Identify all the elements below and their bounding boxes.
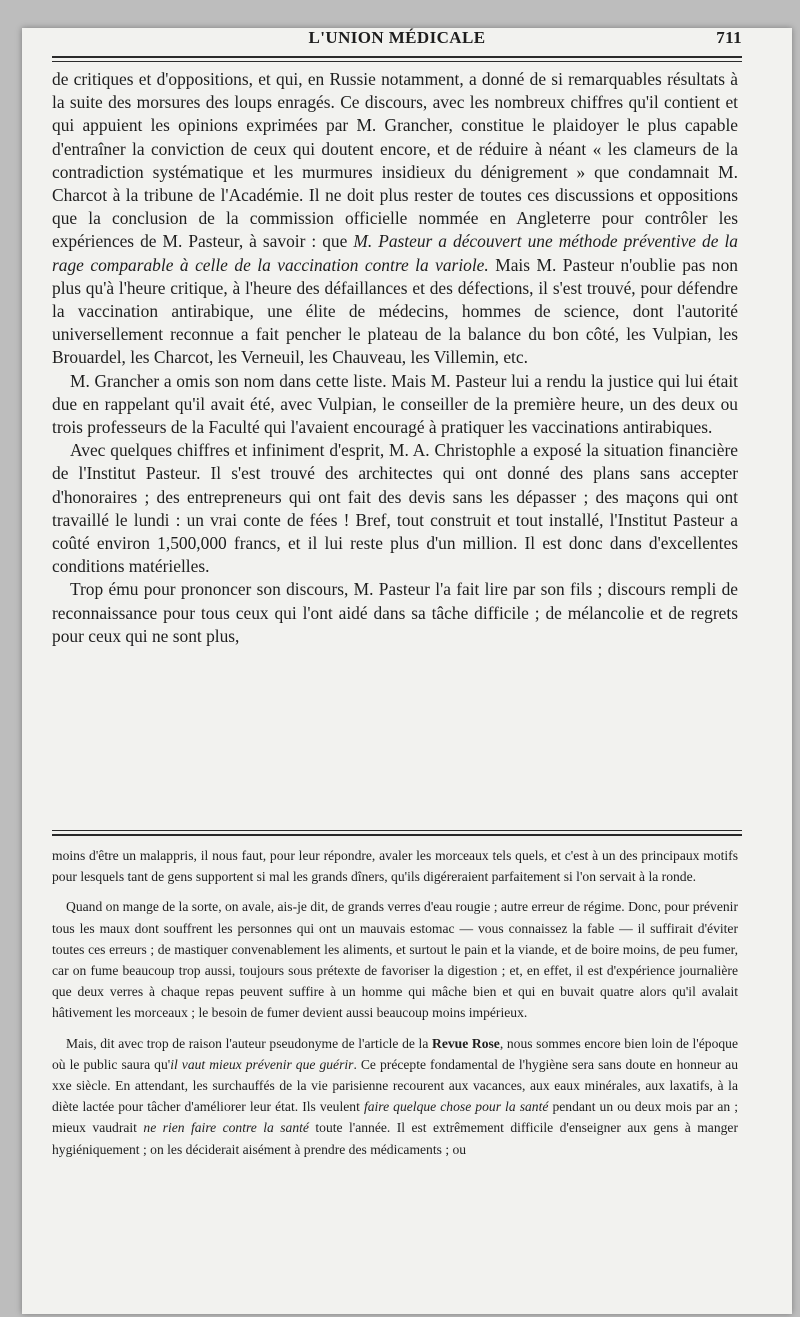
divider-line-thin — [52, 830, 742, 831]
maxim-italic: il vaut mieux prévenir que guérir — [170, 1056, 354, 1072]
feuilleton-text-e: toute l'année. Il est extrêmement difficile d'enseigner aux gens à manger hygiéniquement ; on les déciderait aisément à prendre des médicaments ; ou — [52, 1120, 738, 1157]
feuilleton-text — [52, 845, 738, 1160]
feuilleton-paragraph-3 — [52, 1033, 738, 1160]
footnote-divider — [52, 830, 742, 836]
running-header — [52, 28, 742, 68]
paragraph-1 — [52, 68, 738, 370]
paragraph-1-text-a: de critiques et d'oppositions, et qui, en Russie notamment, a donné de si remarquables résultats à la suite des morsures des loups enragés. Ce discours, avec les nombreux chiffres qu'il contient et qui appuient les opinions exprimées par M. Grancher, constitue le plaidoyer le plus capable d'entraîner la conviction de ceux qui doutent encore, et de réduire à néant « les clameurs de la contradiction systématique et les murmures insidieux du dénigrement » que condamnait M. Charcot à la tribune de l'Académie. Il ne doit plus rester de toutes ces discussions et oppositions que la conclusion de la commission officielle nommée en Angleterre pour contrôler les expériences de M. Pasteur, à savoir : que — [52, 69, 738, 252]
main-text — [52, 68, 738, 648]
paragraph-1-text-b: Mais M. Pasteur n'oublie pas non plus qu'à l'heure critique, à l'heure des défaillances et des défections, il s'est trouvé, pour défendre la vaccination antirabique, une élite de médecins, hommes de science, dont l'autorité universellement reconnue a fait pencher le plateau de la balance du bon côté, les Vulpian, les Brouardel, les Charcot, les Verneuil, les Chauveau, les Villemin, etc. — [52, 254, 738, 368]
journal-name: Revue Rose — [432, 1035, 500, 1051]
feuilleton-paragraph-2: Quand on mange de la sorte, on avale, ais-je dit, de grands verres d'eau rougie ; autre erreur de régime. Donc, pour prévenir tous les maux dont souffrent les personnes qui ont un mauvais estomac — vous connaissez la fable — il suffirait d'éviter toutes ces erreurs ; de mastiquer convenablement les aliments, et surtout le pain et la viande, et de boire moins, de peu fumer, car on fume beaucoup trop aussi, toujours sous prétexte de favoriser la digestion ; et, en effet, il est d'expérience journalière que deux verres à chaque repas peuvent suffire à un homme qui mâche bien et qui en buvait quatre alors qu'il avalait hâtivement les morceaux ; le besoin de fumer devient aussi beaucoup moins impérieux. — [52, 899, 738, 1021]
italic-phrase-2: ne rien faire contre la santé — [143, 1120, 309, 1136]
feuilleton-text-d: pendant un ou deux mois par an ; mieux vaudrait — [52, 1099, 738, 1136]
journal-title: L'UNION MÉDICALE — [308, 28, 486, 47]
paragraph-3: Avec quelques chiffres et infiniment d'esprit, M. A. Christophle a exposé la situation financière de l'Institut Pasteur. Il s'est trouvé des architectes qui ont donné des plans sans accepter d'honoraires ; des entrepreneurs qui ont fait des devis sans les dépasser ; des maçons qui ont travaillé le lundi : un vrai conte de fées ! Bref, tout construit et tout installé, l'Institut Pasteur a coûté environ 1,500,000 francs, et il lui reste plus d'un million. Il est donc dans d'excellentes conditions matérielles. — [52, 440, 738, 577]
header-rule — [52, 56, 742, 58]
feuilleton-text-a: Mais, dit avec trop de raison l'auteur pseudonyme de l'article de la — [66, 1035, 432, 1051]
page-number: 711 — [716, 28, 742, 47]
paragraph-4: Trop ému pour prononcer son discours, M. Pasteur l'a fait lire par son fils ; discours rempli de reconnaissance pour tous ceux qui l'ont aidé dans sa tâche difficile ; de mélancolie et de regrets pour ceux qui ne sont plus, — [52, 579, 738, 646]
header-rule-thin — [52, 61, 742, 62]
paragraph-2: M. Grancher a omis son nom dans cette liste. Mais M. Pasteur lui a rendu la justice qui lui était due en rappelant qu'il avait été, avec Vulpian, le conseiller de la première heure, un des deux ou trois professeurs de la Faculté qui l'avaient encouragé à pratiquer les vaccinations antirabiques. — [52, 370, 738, 438]
paragraph-1-quote: M. Pasteur a découvert une méthode préventive de la rage comparable à celle de la vaccination contre la variole. — [52, 231, 738, 275]
feuilleton-text-b: , nous sommes encore bien loin de l'époque où le public saura qu' — [52, 1035, 739, 1072]
italic-phrase-1: faire quelque chose pour la santé — [363, 1099, 549, 1115]
feuilleton-text-c: . Ce précepte fondamental de l'hygiène sera sans doute en honneur au xxe siècle. En attendant, les surchauffés de la vie parisienne recourent aux vacances, aux eaux minérales, aux laxatifs, à la diète lactée pour tâcher d'améliorer leur état. Ils veulent — [52, 1056, 738, 1115]
divider-line-thick — [52, 834, 742, 836]
feuilleton-paragraph-1: moins d'être un malappris, il nous faut, pour leur répondre, avaler les morceaux tels quels, et c'est à un des principaux motifs pour lesquels tant de gens supportent si mal les grands dîners, qu'ils digéreraient parfaitement si l'on servait à la ronde. — [52, 848, 738, 885]
